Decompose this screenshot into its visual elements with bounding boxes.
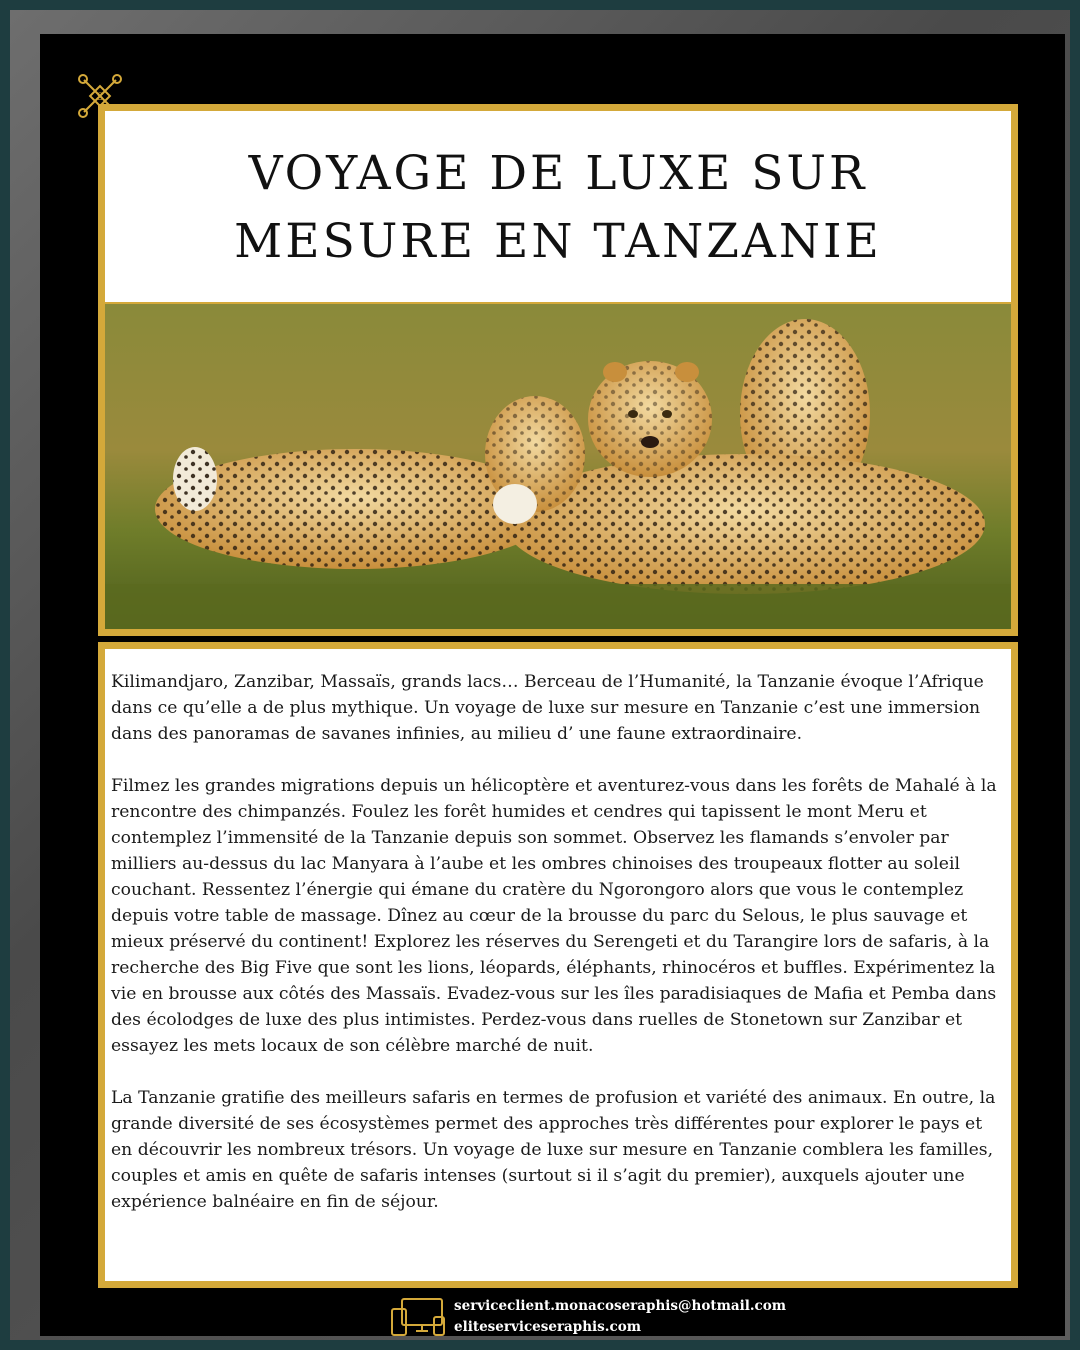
- outer-frame: [10, 10, 1070, 1340]
- page-panel: [40, 34, 1065, 1336]
- title-box: [98, 104, 1018, 304]
- contact-website[interactable]: eliteserviceseraphis.com: [454, 1319, 641, 1335]
- cheetah-family-photo: [105, 304, 1011, 629]
- contact-email[interactable]: serviceclient.monacoseraphis@hotmail.com: [454, 1298, 787, 1314]
- description-box: [98, 642, 1018, 1288]
- page-title: VOYAGE DE LUXE SUR MESURE EN TANZANIE: [234, 145, 882, 269]
- hero-image: [98, 302, 1018, 636]
- devices-icon: [390, 1297, 446, 1337]
- paragraph-activities: Filmez les grandes migrations depuis un hélicoptère et aventurez-vous dans les forêts de Mahalé à la rencontre des chimpanzés. Foulez les forêt humides et cendres qui tapissent le mont Meru et contemplez l’immensité de la Tanzanie depuis son sommet. Observez les flamands s’envoler par milliers au-dessus du lac Manyara à l’aube et les ombres chinoises des troupeaux flotter au soleil couchant. Ressentez l’énergie qui émane du cratère du Ngorongoro alors que vous le contemplez depuis votre table de massage. Dînez au cœur de la brousse du parc du Selous, le plus sauvage et mieux préservé du continent! Explorez les réserves du Serengeti et du Tarangire lors de safaris, à la recherche des Big Five que sont les lions, léopards, éléphants, rhinocéros et buffles. Expérimentez la vie en brousse aux côtés des Massaïs. Evadez-vous sur les îles paradisiaques de Mafia et Pemba dans des écolodges de luxe des plus intimistes. Perdez-vous dans ruelles de Stonetown sur Zanzibar et essayez les mets locaux de son célèbre marché de nuit.: [111, 776, 997, 1056]
- contact-footer: [390, 1294, 810, 1340]
- logo-letter: S: [96, 92, 104, 103]
- paragraph-intro: Kilimandjaro, Zanzibar, Massaïs, grands lacs… Berceau de l’Humanité, la Tanzanie évoque l’Afrique dans ce qu’elle a de plus mythique. Un voyage de luxe sur mesure en Tanzanie c’est une immersion dans des panoramas de savanes infinies, au milieu d’ une faune extraordinaire.: [111, 672, 984, 744]
- paragraph-conclusion: La Tanzanie gratifie des meilleurs safaris en termes de profusion et variété des animaux. En outre, la grande diversité de ses écosystèmes permet des approches très différentes pour explorer le pays et en découvrir les nombreux trésors. Un voyage de luxe sur mesure en Tanzanie comblera les familles, couples et amis en quête de safaris intenses (surtout si il s’agit du premier), auxquels ajouter une expérience balnéaire en fin de séjour.: [111, 1088, 996, 1212]
